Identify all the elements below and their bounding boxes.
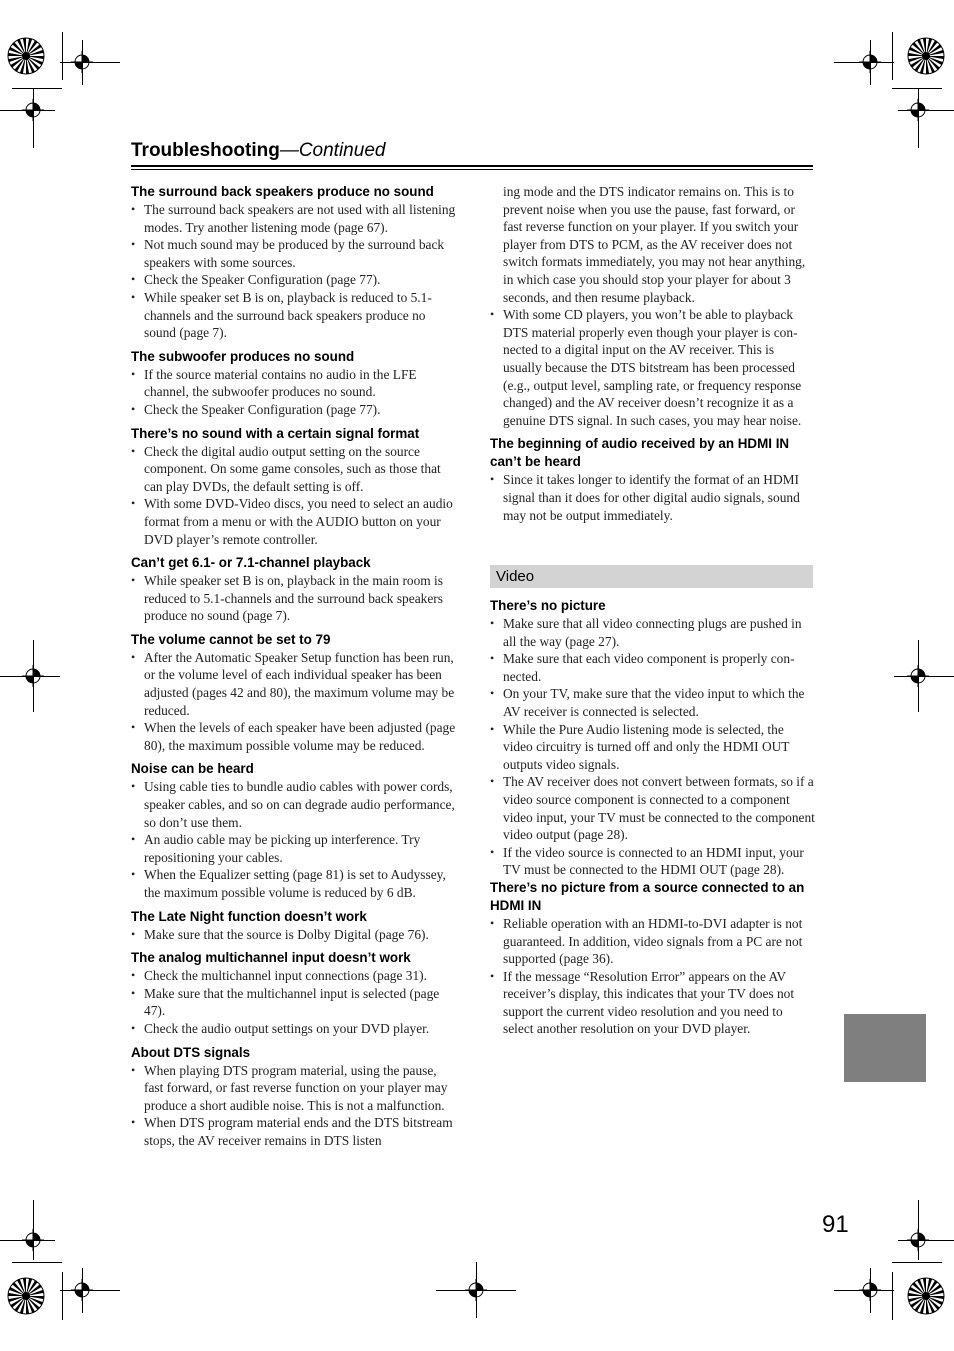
starburst-target-icon bbox=[6, 1276, 46, 1316]
bullet-item: • The AV receiver does not convert between formats, so if a video source component is connected to a component video input, your TV must be connected to the component video output (page 28). bbox=[490, 773, 815, 843]
bullet-item: • Make sure that the source is Dolby Digital (page 76). bbox=[131, 926, 456, 944]
crop-line bbox=[834, 1290, 894, 1291]
left-column bbox=[131, 183, 456, 1150]
crop-line bbox=[834, 62, 894, 63]
bullet-item: • Using cable ties to bundle audio cables with power cords, speaker cables, and so on can degrade audio performance, so don’t use them. bbox=[131, 778, 456, 831]
section-heading: About DTS signals bbox=[131, 1044, 251, 1060]
video-section bbox=[490, 879, 815, 1038]
crop-line bbox=[892, 1272, 893, 1320]
bullet-item: • When playing DTS program material, using the pause, fast forward, or fast reverse function on your player may produce a short audible noise. This is not a malfunction. bbox=[131, 1062, 456, 1115]
crop-line bbox=[870, 40, 871, 85]
section-heading: The volume cannot be set to 79 bbox=[131, 631, 331, 647]
section bbox=[131, 760, 456, 901]
bullet-item: • With some DVD-Video discs, you need to select an audio format from a menu or with the AUDIO button on your DVD player’s remote controller. bbox=[131, 495, 456, 548]
bullet-item: • Make sure that the multichannel input is selected (page 47). bbox=[131, 985, 456, 1020]
bullet-item: • Check the digital audio output setting on the source component. On some game consoles, such as those that can play DVDs, the default setting is off. bbox=[131, 443, 456, 496]
bullet-list bbox=[131, 967, 456, 1037]
crop-line bbox=[0, 110, 55, 111]
chapter-side-tab bbox=[844, 1014, 926, 1082]
starburst-target-icon bbox=[6, 36, 46, 76]
crop-line bbox=[892, 32, 893, 80]
bullet-list bbox=[490, 471, 815, 524]
crop-line bbox=[62, 32, 63, 80]
video-section-bar bbox=[490, 565, 813, 588]
section-heading: Can’t get 6.1- or 7.1-channel playback bbox=[131, 555, 371, 571]
bullet-list bbox=[131, 649, 456, 755]
crop-line bbox=[60, 1290, 120, 1291]
section bbox=[131, 425, 456, 549]
continued-bullet-list bbox=[490, 306, 815, 429]
crop-line bbox=[33, 1200, 34, 1260]
crop-line bbox=[898, 110, 954, 111]
bullet-item: • Check the multichannel input connections (page 31). bbox=[131, 967, 456, 985]
bullet-item: • The surround back speakers are not used with all listening modes. Try another listening mode (page 67). bbox=[131, 201, 456, 236]
section-heading: The subwoofer produces no sound bbox=[131, 348, 355, 364]
header-title-sub: —Continued bbox=[279, 140, 386, 161]
right-column bbox=[490, 183, 815, 524]
section-heading: The analog multichannel input doesn’t work bbox=[131, 950, 411, 966]
bullet-item: • Make sure that each video component is properly connected. bbox=[490, 650, 815, 685]
section bbox=[131, 554, 456, 625]
bullet-item: • Make sure that all video connecting plugs are pushed in all the way (page 27). bbox=[490, 615, 815, 650]
bullet-item: • Check the Speaker Configuration (page 77). bbox=[131, 401, 456, 419]
bullet-list bbox=[490, 915, 815, 1038]
bullet-item: • With some CD players, you won’t be able to playback DTS material properly even though your player is connected to a digital input on the AV receiver. This is usually because the DTS bitstream has been processed (e.g., output level, sampling rate, or frequency response changed) and the AV receiver doesn’t recognize it as a genuine DTS signal. In such cases, you may hear noise. bbox=[490, 306, 815, 429]
bullet-item: • After the Automatic Speaker Setup function has been run, or the volume level of each individual speaker has been adjusted (pages 42 and 80), the maximum volume may be reduced. bbox=[131, 649, 456, 719]
bullet-list bbox=[490, 615, 815, 879]
bullet-list bbox=[131, 201, 456, 342]
section-heading: The Late Night function doesn’t work bbox=[131, 908, 367, 924]
crop-line bbox=[918, 1200, 919, 1260]
crop-line bbox=[918, 88, 919, 148]
starburst-target-icon bbox=[906, 1276, 946, 1316]
crop-line bbox=[33, 88, 34, 148]
header-rule-thin bbox=[131, 169, 813, 170]
header-rule-thick bbox=[131, 165, 813, 167]
crop-line bbox=[60, 62, 120, 63]
crop-line bbox=[892, 1262, 942, 1263]
section bbox=[131, 348, 456, 419]
section-heading: There’s no sound with a certain signal format bbox=[131, 425, 420, 441]
section bbox=[131, 908, 456, 944]
crop-line bbox=[82, 1268, 83, 1313]
page-header bbox=[131, 139, 385, 163]
video-sections bbox=[490, 597, 815, 1038]
section bbox=[131, 1044, 456, 1150]
bullet-item: • Reliable operation with an HDMI-to-DVI adapter is not guaranteed. In addition, video signals from a PC are not supported (page 36). bbox=[490, 915, 815, 968]
section-heading: Noise can be heard bbox=[131, 761, 254, 777]
bullet-item: • An audio cable may be picking up interference. Try repositioning your cables. bbox=[131, 831, 456, 866]
bullet-item: • When the Equalizer setting (page 81) is set to Audyssey, the maximum possible volume is reduced by 6 dB. bbox=[131, 866, 456, 901]
crop-line bbox=[12, 1262, 62, 1263]
bullet-item: • Check the audio output settings on your DVD player. bbox=[131, 1020, 456, 1038]
continued-text: ing mode and the DTS indicator remains on. This is to prevent noise when you use the pause, fast forward, or fast reverse function on your player. If you switch your player from DTS to PCM, as the AV receiver does not switch formats immediately, you may not hear anything, in which case you should stop your player for about 3 seconds, and then resume playback. bbox=[503, 184, 806, 305]
header-title-main: Troubleshooting bbox=[131, 140, 280, 161]
bullet-item: • When the levels of each speaker have been adjusted (page 80), the maximum possible volume may be reduced. bbox=[131, 719, 456, 754]
bullet-list bbox=[131, 572, 456, 625]
section bbox=[131, 183, 456, 342]
bullet-item: • If the message “Resolution Error” appears on the AV receiver’s display, this indicates that your TV does not support the current video resolution and you need to select another resolution on your DVD player. bbox=[490, 968, 815, 1038]
crop-line bbox=[12, 88, 62, 89]
section-heading: There’s no picture from a source connected to an HDMI IN bbox=[490, 879, 805, 913]
video-section-title: Video bbox=[496, 568, 535, 585]
page-number: 91 bbox=[822, 1211, 849, 1238]
section-heading: There’s no picture bbox=[490, 598, 606, 613]
bullet-item: • While speaker set B is on, playback is reduced to 5.1-channels and the surround back speakers produce no sound (page 7). bbox=[131, 289, 456, 342]
section-heading: The surround back speakers produce no sound bbox=[131, 184, 434, 199]
bullet-item: • While speaker set B is on, playback in the main room is reduced to 5.1-channels and the surround back speakers produce no sound (page 7). bbox=[131, 572, 456, 625]
bullet-item: • While the Pure Audio listening mode is selected, the video circuitry is turned off and only the HDMI OUT outputs video signals. bbox=[490, 721, 815, 774]
section bbox=[131, 631, 456, 755]
bullet-list bbox=[131, 443, 456, 549]
crop-line bbox=[82, 40, 83, 85]
crop-line bbox=[892, 88, 942, 89]
bullet-list bbox=[131, 926, 456, 944]
bullet-item: • On your TV, make sure that the video input to which the AV receiver is connected is selected. bbox=[490, 685, 815, 720]
section-heading: The beginning of audio received by an HDMI IN can’t be heard bbox=[490, 436, 790, 470]
crop-line bbox=[476, 1262, 477, 1318]
section bbox=[131, 949, 456, 1037]
section-hdmi-audio bbox=[490, 435, 815, 524]
bullet-item: • If the source material contains no audio in the LFE channel, the subwoofer produces no sound. bbox=[131, 366, 456, 401]
video-section bbox=[490, 597, 815, 879]
crop-line bbox=[0, 1240, 55, 1241]
bullet-item: • When DTS program material ends and the DTS bitstream stops, the AV receiver remains in DTS listen bbox=[131, 1114, 456, 1149]
crop-line bbox=[894, 676, 954, 677]
crop-line bbox=[870, 1268, 871, 1313]
bullet-item: • Check the Speaker Configuration (page 77). bbox=[131, 271, 456, 289]
bullet-item: • Not much sound may be produced by the surround back speakers with some sources. bbox=[131, 236, 456, 271]
bullet-item: • Since it takes longer to identify the format of an HDMI signal than it does for other digital audio signals, sound may not be output immediately. bbox=[490, 471, 815, 524]
bullet-item: • If the video source is connected to an HDMI input, your TV must be connected to the HDMI OUT (page 28). bbox=[490, 844, 815, 879]
crop-line bbox=[898, 1240, 954, 1241]
bullet-list bbox=[131, 778, 456, 901]
crop-line bbox=[62, 1272, 63, 1320]
bullet-list bbox=[131, 1062, 456, 1150]
starburst-target-icon bbox=[906, 36, 946, 76]
bullet-list bbox=[131, 366, 456, 419]
crop-line bbox=[0, 676, 60, 677]
